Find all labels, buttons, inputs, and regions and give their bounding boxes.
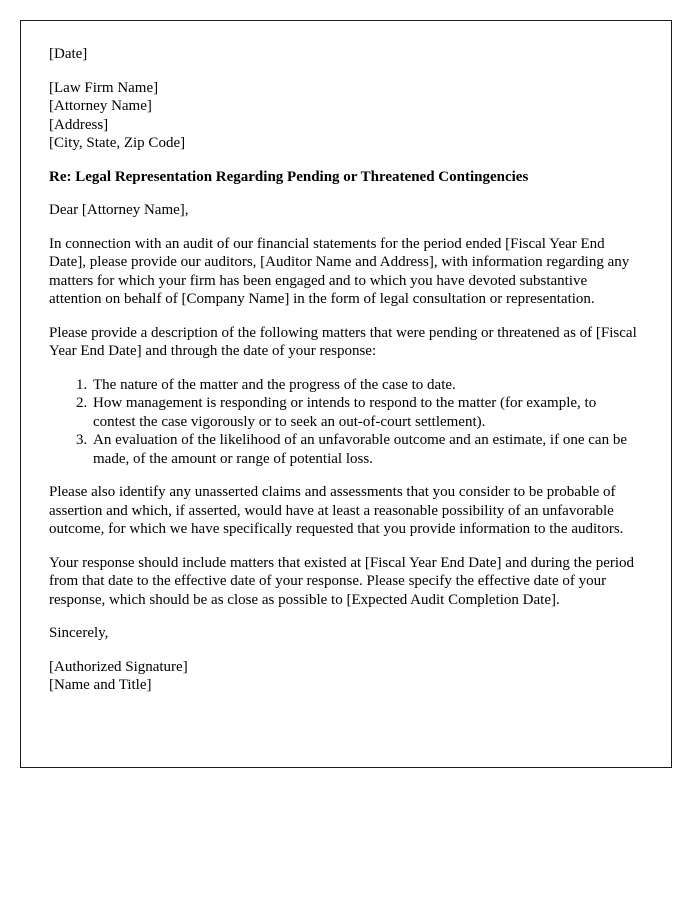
city-state-zip-line: [City, State, Zip Code] [49,135,186,151]
name-and-title-line: [Name and Title] [49,677,152,693]
recipient-address-block [49,79,641,153]
salutation: Dear [Attorney Name], [49,202,189,218]
list-item-evaluation: 3. An evaluation of the likelihood of an unfavorable outcome and an estimate, if one can be made, of the amount or range of potential loss. [91,431,641,468]
signature-block [49,658,641,695]
paragraph-response-period: Your response should include matters that existed at [Fiscal Year End Date] and during the period from that date to the effective date of your response. Please specify the effective date of your response, which should be as close as possible to [Expected Audit Completion Date]. [49,554,635,608]
date-line: [Date] [49,46,88,62]
law-firm-name: [Law Firm Name] [49,79,159,96]
paragraph-request: Please provide a description of the following matters that were pending or threatened as of [Fiscal Year End Date] and through the date of your response: [49,324,637,359]
subject-line: Re: Legal Representation Regarding Pending or Threatened Contingencies [49,168,529,185]
authorized-signature-line: [Authorized Signature] [49,658,188,675]
list-item-nature: 1. The nature of the matter and the progress of the case to date. [91,376,641,395]
closing: Sincerely, [49,625,109,641]
attorney-name: [Attorney Name] [49,98,152,114]
list-item-management-response: 2. How management is responding or intends to respond to the matter (for example, to contest the case vigorously or to seek an out-of-court settlement). [91,394,641,431]
paragraph-engagement: In connection with an audit of our financial statements for the period ended [Fiscal Year End Date], please provide our auditors, [Auditor Name and Address], with information regarding any matters for which your firm has been engaged and to which you have devoted substantive attention on behalf of [Company Name] in the form of legal consultation or representation. [49,235,630,307]
address-line: [Address] [49,116,109,133]
paragraph-unasserted-claims: Please also identify any unasserted claims and assessments that you consider to be probable of assertion and which, if asserted, would have at least a reasonable possibility of an unfavorable outcome, for which we have specifically requested that you provide information to the auditors. [49,484,624,537]
letter-document [20,20,672,768]
matters-list [49,376,641,469]
